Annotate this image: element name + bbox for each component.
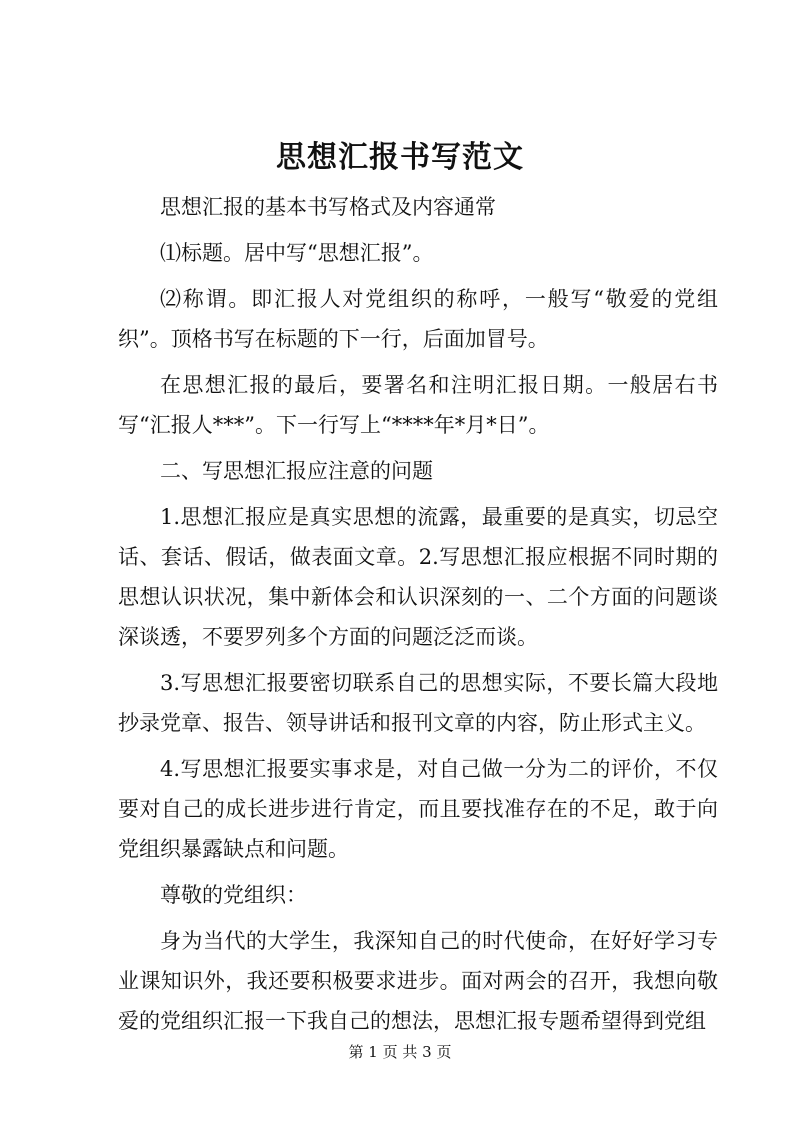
- paragraph-format-intro: 思想汇报的基本书写格式及内容通常: [160, 195, 496, 219]
- paragraph-point-4: 4.写思想汇报要实事求是，对自己做一分为二的评价，不仅要对自己的成长进步进行肯定，而且要找准存在的不足，敢于向党组织暴露缺点和问题。: [118, 757, 718, 861]
- document-title: 思想汇报书写范文: [276, 140, 524, 175]
- paragraph-point-3: 3.写思想汇报要密切联系自己的思想实际，不要长篇大段地抄录党章、报告、领导讲话和报刊文章的内容，防止形式主义。: [118, 671, 718, 735]
- page-number-footer: 第 1 页 共 3 页: [348, 1043, 452, 1061]
- paragraph-greeting: 尊敬的党组织：: [160, 883, 307, 907]
- paragraph-salutation-rule: ⑵称谓。即汇报人对党组织的称呼，一般写“敬爱的党组织”。顶格书写在标题的下一行，后面加冒号。: [118, 287, 718, 351]
- document-body: [118, 187, 718, 1041]
- paragraph-point-1-2: 1.思想汇报应是真实思想的流露，最重要的是真实，切忌空话、套话、假话，做表面文章。2.写思想汇报应根据不同时期的思想认识状况，集中新体会和认识深刻的一、二个方面的问题谈深谈透，不要罗列多个方面的问题泛泛而谈。: [118, 505, 718, 649]
- paragraph-section-heading: 二、写思想汇报应注意的问题: [160, 459, 433, 483]
- paragraph-title-rule: ⑴标题。居中写“思想汇报”。: [160, 241, 434, 265]
- paragraph-signature-rule: 在思想汇报的最后，要署名和注明汇报日期。一般居右书写“汇报人***”。下一行写上“****年*月*日”。: [118, 373, 718, 437]
- paragraph-body-start: 身为当代的大学生，我深知自己的时代使命，在好好学习专业课知识外，我还要积极要求进步。面对两会的召开，我想向敬爱的党组织汇报一下我自己的想法，思想汇报专题希望得到党组: [118, 929, 718, 1033]
